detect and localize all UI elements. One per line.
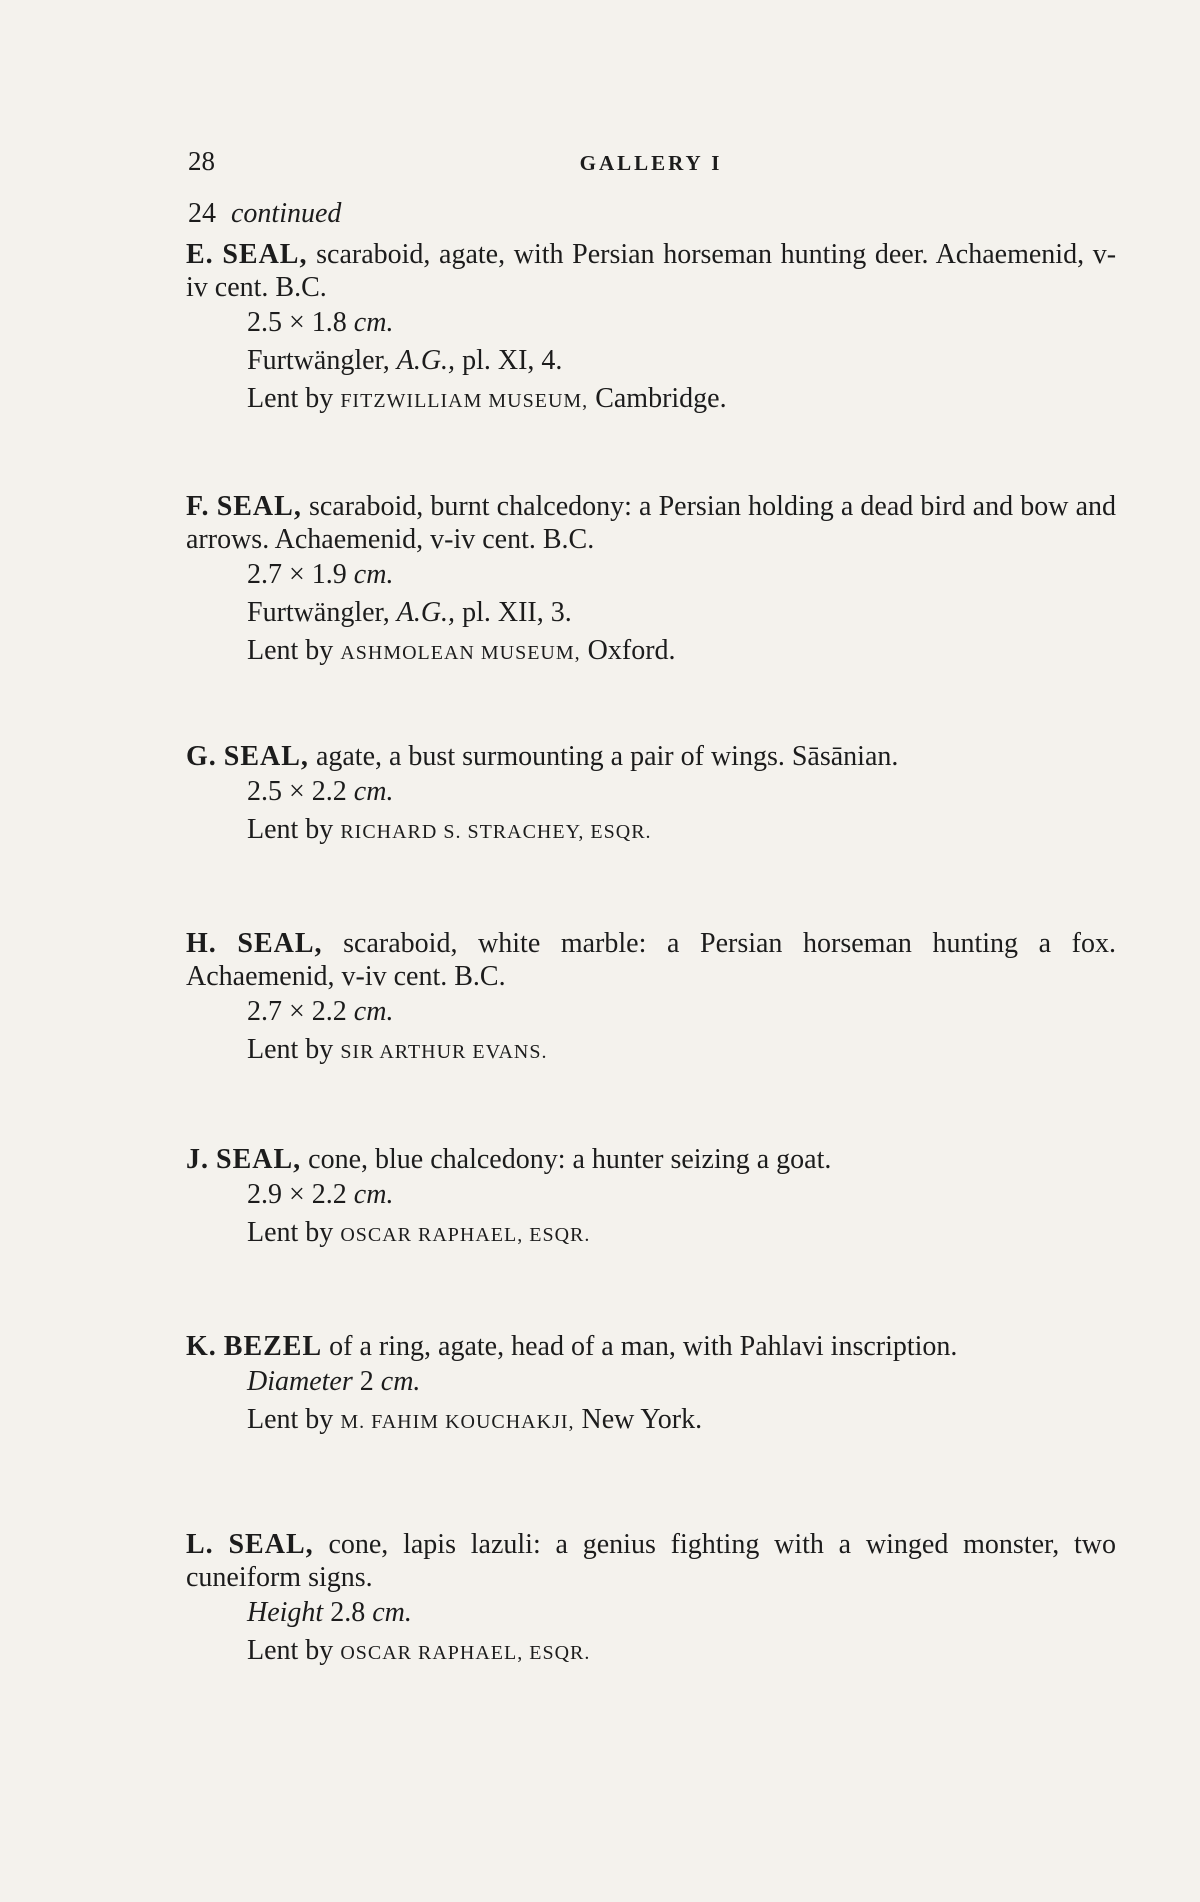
dimensions: Height 2.8 cm. <box>247 1597 412 1628</box>
catalogue-entry-j <box>186 1143 1116 1254</box>
object-type: SEAL, <box>223 741 309 772</box>
lender-name: FITZWILLIAM MUSEUM, <box>340 390 589 412</box>
reference: Furtwängler, A.G., pl. XII, 3. <box>247 597 572 628</box>
entry-heading <box>186 740 1116 773</box>
entry-letter: H. <box>186 928 217 959</box>
entry-description: scaraboid, white marble: a Persian horseman hunting a fox. Achaemenid, v-iv cent. B.C. <box>186 928 1117 992</box>
section-title: GALLERY I <box>579 151 723 175</box>
lender-name: ASHMOLEAN MUSEUM, <box>340 642 581 664</box>
lender-name: OSCAR RAPHAEL, ESQR. <box>340 1224 591 1246</box>
lender-line: Lent by ASHMOLEAN MUSEUM, Oxford. <box>247 635 676 666</box>
reference: Furtwängler, A.G., pl. XI, 4. <box>247 345 563 376</box>
entry-description: agate, a bust surmounting a pair of wings. Sāsānian. <box>315 741 899 772</box>
entry-letter: F. <box>186 491 210 522</box>
lender-line: Lent by M. FAHIM KOUCHAKJI, New York. <box>247 1404 703 1435</box>
catalogue-entry-l <box>186 1528 1116 1672</box>
lender-name: M. FAHIM KOUCHAKJI, <box>340 1411 575 1433</box>
object-type: SEAL, <box>237 928 323 959</box>
entry-letter: G. <box>186 741 217 772</box>
continued-label: continued <box>231 198 342 229</box>
object-type: SEAL, <box>216 491 302 522</box>
entry-letter: E. <box>186 239 214 270</box>
entry-letter: J. <box>186 1144 209 1175</box>
object-type: SEAL, <box>228 1529 314 1560</box>
catalogue-entry-e <box>186 238 1116 420</box>
entry-heading <box>186 927 1116 993</box>
entry-heading <box>186 238 1116 304</box>
entry-description: cone, lapis lazuli: a genius fighting with a winged monster, two cuneiform signs. <box>186 1529 1117 1593</box>
dimensions: 2.5 × 2.2 cm. <box>247 776 394 807</box>
dimensions: 2.7 × 2.2 cm. <box>247 996 394 1027</box>
entry-description: of a ring, agate, head of a man, with Pahlavi inscription. <box>329 1331 958 1362</box>
lender-line: Lent by SIR ARTHUR EVANS. <box>247 1034 548 1065</box>
catalogue-entry-h <box>186 927 1116 1071</box>
entry-heading <box>186 1143 1116 1176</box>
entry-heading <box>186 1330 1116 1363</box>
dimensions: 2.7 × 1.9 cm. <box>247 559 394 590</box>
lender-name: OSCAR RAPHAEL, ESQR. <box>340 1642 591 1664</box>
entry-heading <box>186 1528 1116 1594</box>
lender-line: Lent by OSCAR RAPHAEL, ESQR. <box>247 1635 591 1666</box>
dimensions: Diameter 2 cm. <box>247 1366 421 1397</box>
entry-number: 24 <box>188 198 216 229</box>
entry-description: scaraboid, burnt chalcedony: a Persian holding a dead bird and bow and arrows. Achaemenid, v-iv cent. B.C. <box>186 491 1116 555</box>
lender-line: Lent by OSCAR RAPHAEL, ESQR. <box>247 1217 591 1248</box>
catalogue-entry-g <box>186 740 1116 851</box>
continued-heading <box>188 198 341 230</box>
object-type: BEZEL <box>223 1331 323 1362</box>
entry-description: cone, blue chalcedony: a hunter seizing a goat. <box>308 1144 832 1175</box>
object-type: SEAL, <box>222 239 308 270</box>
entry-heading <box>186 490 1116 556</box>
catalogue-entry-k <box>186 1330 1116 1441</box>
dimensions: 2.9 × 2.2 cm. <box>247 1179 394 1210</box>
object-type: SEAL, <box>216 1144 302 1175</box>
lender-name: RICHARD S. STRACHEY, ESQR. <box>340 821 652 843</box>
lender-line: Lent by FITZWILLIAM MUSEUM, Cambridge. <box>247 383 727 414</box>
entry-letter: K. <box>186 1331 217 1362</box>
lender-name: SIR ARTHUR EVANS. <box>340 1041 548 1063</box>
catalogue-entry-f <box>186 490 1116 672</box>
page-number: 28 <box>188 146 215 176</box>
entry-description: scaraboid, agate, with Persian horseman hunting deer. Achaemenid, v-iv cent. B.C. <box>186 239 1117 303</box>
running-head <box>186 146 1116 186</box>
lender-line: Lent by RICHARD S. STRACHEY, ESQR. <box>247 814 652 845</box>
dimensions: 2.5 × 1.8 cm. <box>247 307 394 338</box>
entry-letter: L. <box>186 1529 214 1560</box>
